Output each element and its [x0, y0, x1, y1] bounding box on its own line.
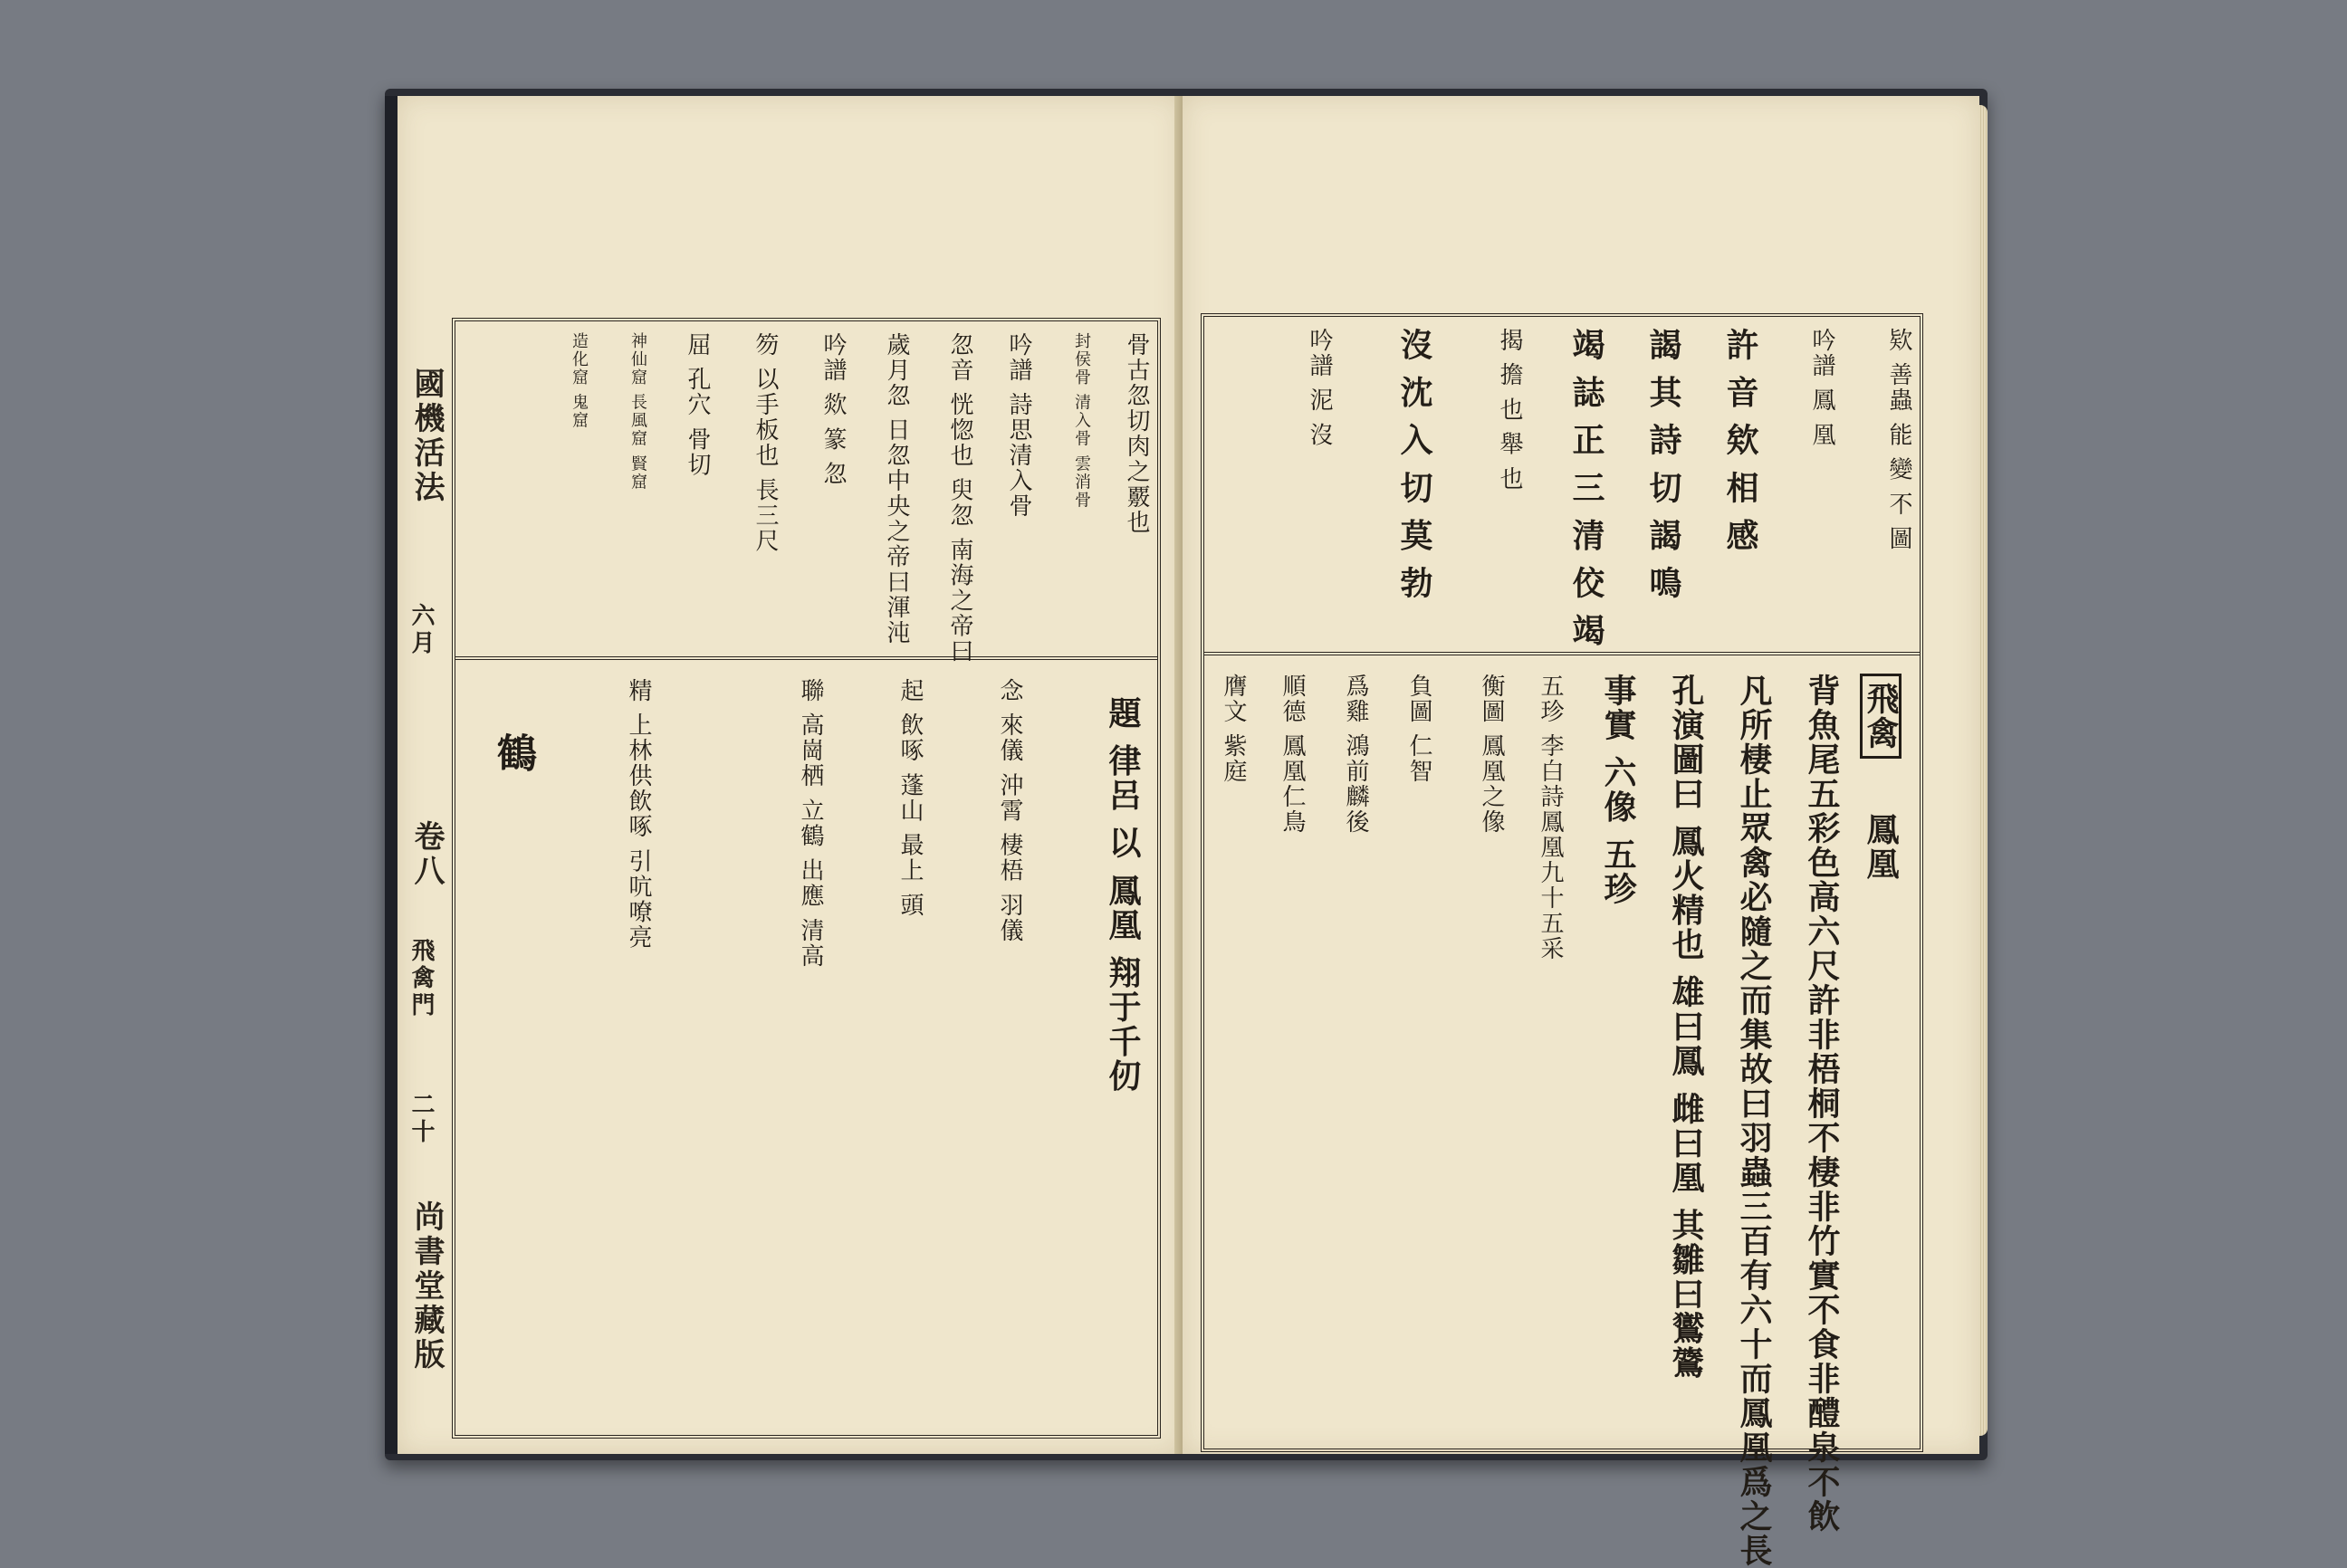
text-column: 封侯骨 清入骨 雲消骨 [1072, 332, 1091, 510]
margin-publisher: 尚書堂藏版 [408, 1200, 445, 1372]
text-column: 吟譜 鳳 凰 [1808, 328, 1835, 448]
text-column: 竭 誌 正 三 清 佼 竭 [1567, 328, 1605, 648]
text-column: 吟譜 欻 篆 忽 [819, 332, 847, 487]
left-lower-register [455, 660, 1157, 1435]
left-upper-register [455, 321, 1157, 664]
right-text-frame [1201, 313, 1923, 1568]
text-column: 沒 沈 入 切 莫 勃 [1395, 328, 1433, 600]
text-column: 忽音 恍惚也 臾忽 南海之帝曰 [946, 332, 973, 664]
left-text-frame [452, 318, 1161, 1439]
text-column: 聯 高崗栖 立鶴 出應 清高 [797, 678, 824, 970]
text-column: 神仙窟 長風窟 賢窟 [628, 332, 647, 492]
open-book [385, 89, 1988, 1568]
text-column: 骨古忽切肉之覈也 [1123, 332, 1150, 535]
text-column: 吟譜 泥 沒 [1306, 328, 1333, 448]
section-label: 飛禽 [1860, 674, 1902, 759]
text-column: 謁 其 詩 切 謁 鳴 [1644, 328, 1682, 600]
text-column: 順德 鳳凰仁鳥 [1279, 674, 1306, 836]
text-column: 凡所棲止眾禽必隨之而集故曰羽蟲三百有六十而鳳凰爲之長 [1735, 674, 1773, 1568]
entry-title-phoenix [1860, 674, 1902, 881]
margin-page-number: 二十 [407, 1092, 435, 1146]
text-column: 事實 六像 五珍 [1599, 674, 1637, 907]
text-column: 歲月忽 日忽中央之帝曰渾沌 [883, 332, 910, 646]
text-column: 揭 擔 也 舉 也 [1496, 328, 1523, 492]
right-page [1183, 96, 1979, 1568]
margin-month: 六月 [407, 603, 435, 657]
text-column: 起 飲啄 蓬山 最上 頭 [896, 678, 924, 919]
volume-heading: 卷八 [408, 820, 445, 889]
text-column: 孔演圖曰 鳳火精也 雄曰鳳 雌曰凰 其雛曰鸑鷟 [1667, 674, 1705, 1381]
text-column: 負圖 仁智 [1405, 674, 1432, 785]
right-upper-register [1204, 317, 1920, 655]
heading-column: 題 律呂 以 鳳凰 翔于千仞 [1104, 696, 1142, 1094]
entry-title-crane: 鶴 [490, 732, 536, 774]
text-column: 五珍 李白詩鳳凰九十五采 [1537, 674, 1564, 962]
text-column: 笏 以手板也 長三尺 [752, 332, 779, 554]
margin-section: 飛禽門 [407, 938, 435, 1019]
text-column: 爲雞 鴻前麟後 [1342, 674, 1369, 836]
text-column: 屈 孔穴 骨切 [684, 332, 711, 478]
text-column: 念 來儀 沖霄 棲梧 羽儀 [996, 678, 1023, 944]
text-column: 吟譜 詩思清入骨 [1005, 332, 1032, 520]
text-column: 衡圖 鳳凰之像 [1478, 674, 1505, 836]
text-column: 精 上林供飲啄 引吭嘹亮 [625, 678, 652, 951]
text-column: 許 音 欸 相 感 [1721, 328, 1759, 553]
text-column: 欵 善蟲 能 變 不 圖 [1885, 328, 1912, 552]
text-column: 背魚尾五彩色高六尺許非梧桐不棲非竹實不食非醴泉不飲 [1803, 674, 1841, 1534]
entry-title: 鳳凰 [1862, 812, 1900, 882]
text-column: 造化窟 鬼窟 [570, 332, 589, 430]
right-lower-register [1204, 655, 1920, 1568]
margin-title: 國機活法 [408, 368, 445, 505]
text-column: 膺文 紫庭 [1220, 674, 1247, 785]
left-page [398, 96, 1183, 1454]
